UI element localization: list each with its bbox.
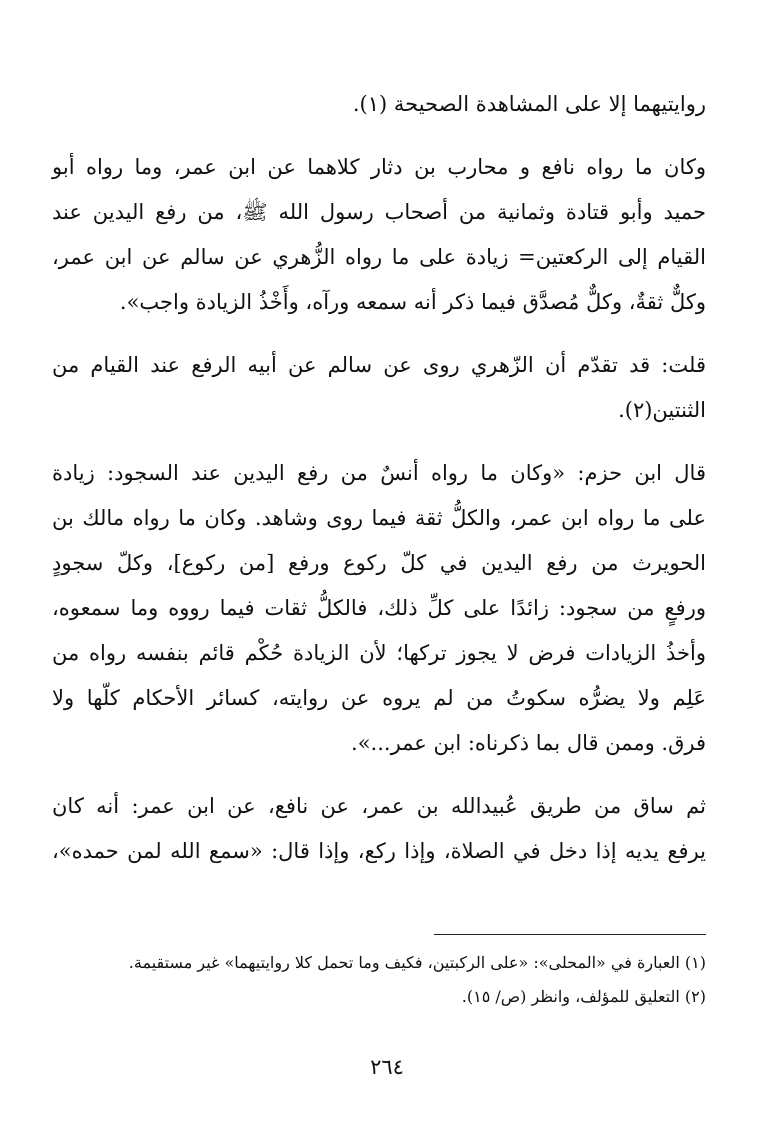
text-line: قال ابن حزم: «وكان ما رواه أنسٌ من رفع اليدين عند السجود: زيادة bbox=[52, 461, 706, 485]
text-line: الحويرث من رفع اليدين في كلّ ركوع ورفع [من ركوع]، وكلّ سجودٍ bbox=[52, 551, 706, 575]
text-line: القيام إلى الركعتين= زيادة على ما رواه الزُّهري عن سالم عن ابن عمر، bbox=[52, 245, 706, 269]
paragraph bbox=[52, 145, 706, 325]
paragraph bbox=[52, 451, 706, 766]
text-line: وكان ما رواه نافع و محارب بن دثار كلاهما عن ابن عمر، وما رواه أبو bbox=[52, 155, 706, 179]
text-line: حميد وأبو قتادة وثمانية من أصحاب رسول الله ﷺ، من رفع اليدين عند bbox=[52, 200, 706, 224]
footnote: (٢) التعليق للمؤلف، وانظر (ص/ ١٥). bbox=[461, 987, 706, 1006]
text-line: فرق. وممن قال بما ذكرناه: ابن عمر...». bbox=[351, 731, 706, 755]
text-line: على ما رواه ابن عمر، والكلُّ ثقة فيما روى وشاهد. وكان ما رواه مالك بن bbox=[52, 506, 706, 530]
text-line: وكلٌّ ثقةٌ، وكلٌّ مُصدَّق فيما ذكر أنه سمعه ورآه، وأَخْذُ الزيادة واجب». bbox=[119, 290, 706, 314]
text-line: قلت: قد تقدّم أن الزّهري روى عن سالم عن أبيه الرفع عند القيام من bbox=[52, 353, 706, 377]
text-line: عَلِم ولا يضرُّه سكوتُ من لم يروه عن روايته، كسائر الأحكام كلّها ولا bbox=[52, 686, 706, 710]
page-number: ٢٦٤ bbox=[370, 1055, 404, 1079]
footnote: (١) العبارة في «المحلى»: «على الركبتين، فكيف وما تحمل كلا روايتيهما» غير مستقيمة. bbox=[128, 953, 706, 972]
text-line: ثم ساق من طريق عُبيدالله بن عمر، عن نافع، عن ابن عمر: أنه كان bbox=[52, 794, 706, 818]
text-line: ورفعٍ من سجود: زائدًا على كلِّ ذلك، فالكلُّ ثقات فيما رووه وما سمعوه، bbox=[52, 596, 706, 620]
text-line: روايتيهما إلا على المشاهدة الصحيحة (١). bbox=[352, 92, 706, 116]
main-text bbox=[52, 82, 706, 874]
footnotes bbox=[52, 946, 706, 1014]
text-line: يرفع يديه إذا دخل في الصلاة، وإذا ركع، وإذا قال: «سمع الله لمن حمده»، bbox=[52, 839, 706, 863]
paragraph bbox=[52, 343, 706, 433]
text-line: وأخذُ الزيادات فرض لا يجوز تركها؛ لأن الزيادة حُكْم قائم بنفسه رواه من bbox=[52, 641, 706, 665]
paragraph bbox=[52, 784, 706, 874]
paragraph bbox=[52, 82, 706, 127]
footnote-divider bbox=[434, 934, 706, 935]
text-line: الثنتين(٢). bbox=[618, 398, 706, 422]
